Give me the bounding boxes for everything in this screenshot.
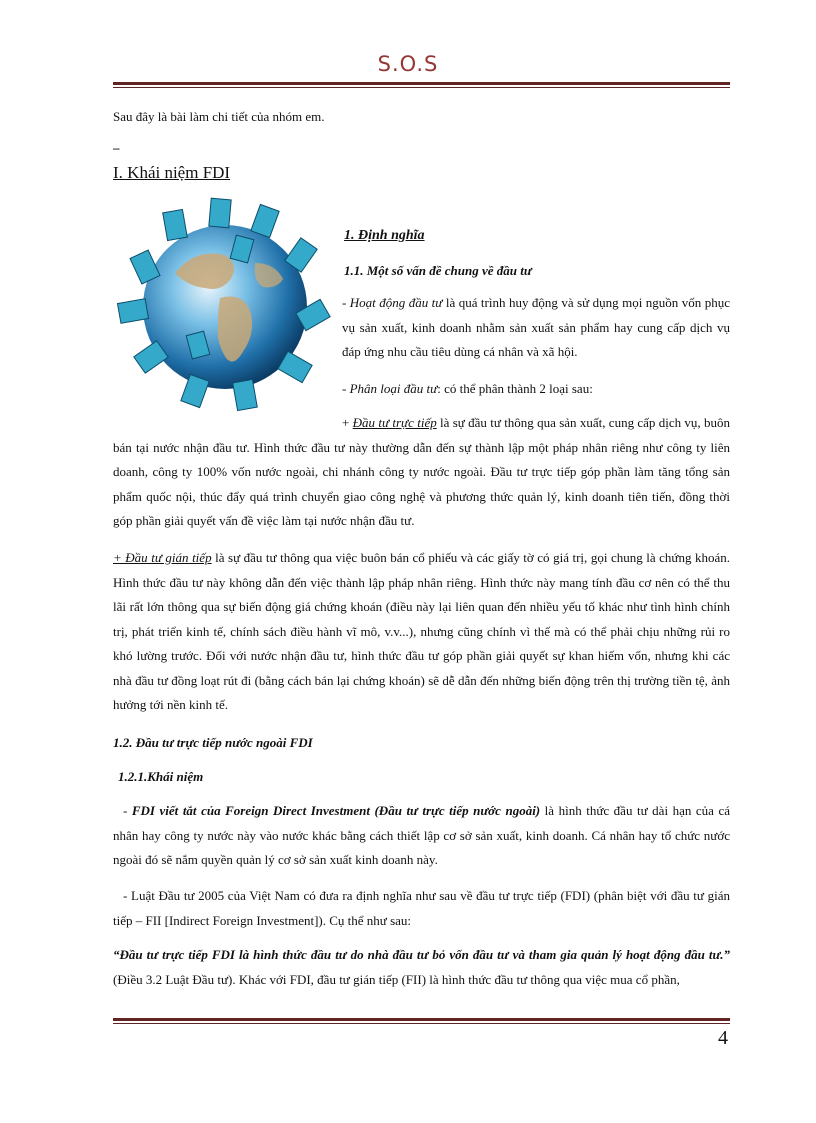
footer-rule: [113, 1018, 730, 1024]
paragraph-law-quote: [113, 943, 730, 992]
header-title: S.O.S: [377, 52, 439, 76]
term-investment-types: Phân loại đầu tư: [349, 381, 438, 396]
paragraph-text: là sự đầu tư thông qua sản xuất, cung cấp dịch vụ, buôn bán tại nước nhận đầu tư. Hình thức đầu tư này thường dẫn đến sự thành lập một pháp nhân riêng như công ty liên doanh, công ty 100% vốn nước ngoài, chi nhánh công ty nước ngoài. Đầu tư trực tiếp góp phần làm tăng tổng sản phẩm quốc nội, thúc đẩy quá trình chuyển giao công nghệ và phương thức quản lý, kinh doanh tiên tiến, đồng thời góp phần giải quyết vấn đề việc làm tại nước nhận đầu tư.: [113, 415, 730, 528]
paragraph-text: : có thể phân thành 2 loại sau:: [437, 381, 593, 396]
page-number: 4: [718, 1027, 728, 1049]
law-quote: “Đầu tư trực tiếp FDI là hình thức đầu tư do nhà đầu tư bỏ vốn đầu tư và tham gia quản lý hoạt động đầu tư.”: [113, 947, 730, 962]
dash-mark: –: [113, 140, 120, 155]
section-1-title: I. Khái niệm FDI: [113, 163, 231, 182]
paragraph-text: là hình thức đầu tư dài hạn của cá nhân hay công ty nước này vào nước khác bằng cách thiết lập cơ sở sản xuất, kinh doanh. Cá nhân hay tổ chức nước ngoài đó sẽ nắm quyền quản lý cơ sở sản xuất kinh doanh này.: [113, 803, 730, 867]
paragraph-text: - Luật Đầu tư 2005 của Việt Nam có đưa ra định nghĩa như sau về đầu tư trực tiếp (FDI) (phân biệt với đầu tư gián tiếp – FII [Indirect Foreign Investment]). Cụ thể như sau:: [113, 888, 730, 928]
paragraph-fdi-definition: [113, 799, 730, 873]
intro-text: Sau đây là bài làm chi tiết của nhóm em.: [113, 109, 325, 124]
term-direct-investment: Đầu tư trực tiếp: [352, 415, 437, 430]
globe-illustration: [115, 193, 333, 415]
paragraph-text: là quá trình huy động và sử dụng mọi nguồn vốn phục vụ sản xuất, kinh doanh nhằm sản xuất sản phẩm hay cung cấp dịch vụ đáp ứng nhu cầu tiêu dùng cá nhân và xã hội.: [342, 295, 730, 359]
fdi-bold-definition: FDI viết tắt của Foreign Direct Investment (Đầu tư trực tiếp nước ngoài): [131, 803, 541, 818]
paragraph-investment-types: - Phân loại đầu tư: có thể phân thành 2 loại sau:: [342, 381, 593, 396]
globe-money-image: [115, 193, 333, 415]
bullet-prefix: +: [342, 415, 353, 430]
subheading-1-2-1: 1.2.1.Khái niệm: [118, 769, 204, 784]
paragraph-text: (Điều 3.2 Luật Đầu tư). Khác với FDI, đầu tư gián tiếp (FII) là hình thức đầu tư thông qua việc mua cổ phần,: [113, 971, 680, 987]
paragraph-text: là sự đầu tư thông qua việc buôn bán cổ phiếu và các giấy tờ có giá trị, gọi chung là chứng khoán. Hình thức đầu tư này không dẫn đến việc thành lập pháp nhân riêng. Hình thức này mang tính đầu cơ nên có thể thu lãi rất lớn thông qua sự biến động giá chứng khoán (điều này lại liên quan đến nhiều yếu tố khác như tình hình chính trị, phát triển kinh tế, chính sách điều hành vĩ mô, v.v...), nhưng cũng chính vì thế mà có thể phải chịu những rủi ro khó lường trước. Đối với nước nhận đầu tư, hình thức đầu tư góp phần giải quyết sự khan hiếm vốn, nhưng khi các nhà đầu tư đồng loạt rút đi (bằng cách bán lại chứng khoán) sẽ dễ dẫn đến những biến động trên thị trường tiền tệ, ảnh hưởng tới nền kinh tế.: [113, 550, 731, 712]
paragraph-investment-activity: - Hoạt động đầu tư là quá trình huy động và sử dụng mọi nguồn vốn phục vụ sản xuất, kinh doanh nhằm sản xuất sản phẩm hay cung cấp dịch vụ đáp ứng nhu cầu tiêu dùng cá nhân và xã hội.: [342, 295, 730, 359]
subheading-1-2: 1.2. Đầu tư trực tiếp nước ngoài FDI: [113, 735, 313, 750]
paragraph-indirect-investment: [113, 546, 730, 718]
paragraph-direct-investment: [113, 411, 730, 534]
paragraph-investment-law: [113, 884, 730, 933]
term-investment-activity: Hoạt động đầu tư: [349, 295, 443, 310]
subheading-1-1: 1.1. Một số vấn đề chung về đầu tư: [344, 263, 532, 278]
definition-heading: 1. Định nghĩa: [344, 228, 425, 243]
term-indirect-investment: + Đầu tư gián tiếp: [113, 550, 212, 565]
header-rule: [113, 82, 730, 88]
bullet-prefix: -: [123, 803, 132, 818]
